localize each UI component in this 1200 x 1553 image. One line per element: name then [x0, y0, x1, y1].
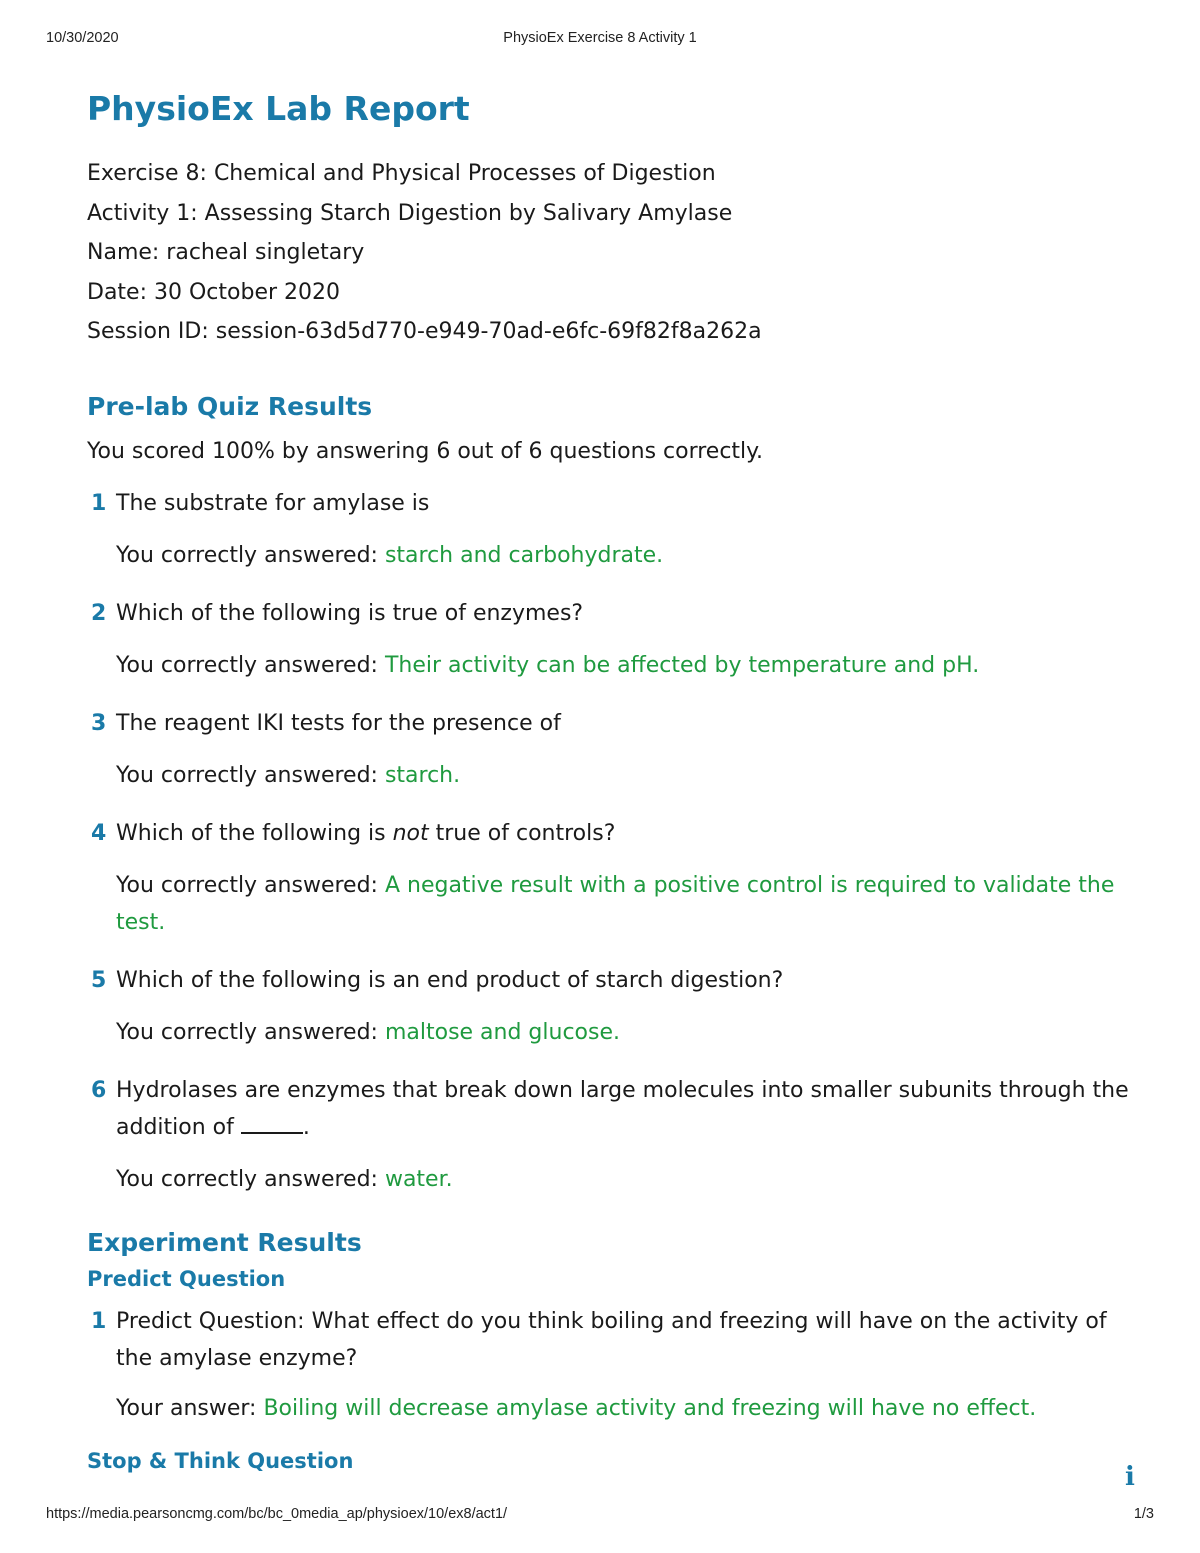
- quiz-answer: [87, 1014, 1137, 1051]
- report-date: Date: 30 October 2020: [87, 279, 340, 305]
- question-text: [116, 1078, 1129, 1140]
- question-text: Predict Question: What effect do you think boiling and freezing will have on the activity of the amylase enzyme?: [116, 1308, 1107, 1371]
- report-title: PhysioEx Lab Report: [87, 89, 470, 128]
- question-number: 3: [91, 710, 107, 736]
- answer-text: starch.: [384, 762, 461, 788]
- student-name: Name: racheal singletary: [87, 240, 365, 265]
- question-number: 2: [91, 600, 107, 626]
- experiment-heading: Experiment Results: [87, 1227, 362, 1257]
- question-number: 1: [91, 490, 107, 516]
- quiz-question: [87, 815, 1137, 852]
- quiz-question: [87, 1072, 1137, 1146]
- lab-report: [87, 84, 1137, 1473]
- answer-label: You correctly answered:: [116, 762, 385, 788]
- question-text: Which of the following is true of enzymes?: [116, 600, 584, 626]
- quiz-question: [87, 705, 1137, 742]
- question-number: 1: [91, 1308, 107, 1334]
- answer-label: You correctly answered:: [116, 872, 385, 898]
- question-text: [116, 821, 615, 846]
- answer-text: Their activity can be affected by temperature and pH.: [384, 652, 980, 678]
- report-meta: [87, 154, 1137, 352]
- predict-answer: [87, 1390, 1137, 1427]
- quiz-answer: [87, 867, 1137, 941]
- print-footer: [46, 1506, 1154, 1528]
- question-text-emphasis: not: [392, 820, 429, 846]
- stop-think-heading: Stop & Think Question: [87, 1448, 354, 1473]
- print-page-title: PhysioEx Exercise 8 Activity 1: [503, 30, 697, 46]
- print-date: 10/30/2020: [46, 30, 119, 46]
- answer-label: You correctly answered:: [116, 542, 385, 568]
- question-text: The substrate for amylase is: [116, 490, 430, 516]
- quiz-answer: [87, 647, 1137, 684]
- quiz-question: [87, 485, 1137, 522]
- session-id: Session ID: session-63d5d770-e949-70ad-e6fc-69f82f8a262a: [87, 319, 762, 344]
- answer-text: water.: [384, 1166, 453, 1192]
- question-text-start: Which of the following is: [116, 820, 393, 846]
- answer-label: You correctly answered:: [116, 1166, 385, 1192]
- quiz-score: You scored 100% by answering 6 out of 6 questions correctly.: [87, 438, 764, 464]
- activity-line: Activity 1: Assessing Starch Digestion by Salivary Amylase: [87, 200, 733, 226]
- question-text: Which of the following is an end product of starch digestion?: [116, 967, 784, 993]
- predict-question: [87, 1303, 1137, 1377]
- fill-in-blank: [241, 1114, 303, 1134]
- question-text-end: true of controls?: [428, 820, 616, 846]
- exercise-line: Exercise 8: Chemical and Physical Processes of Digestion: [87, 161, 716, 186]
- answer-label: You correctly answered:: [116, 652, 385, 678]
- answer-text: maltose and glucose.: [384, 1019, 621, 1045]
- question-number: 5: [91, 967, 107, 993]
- answer-text: A negative result with a positive control is required to validate the test.: [116, 872, 1115, 935]
- quiz-question: [87, 595, 1137, 632]
- info-icon[interactable]: i: [1125, 1462, 1135, 1492]
- predict-heading: Predict Question: [87, 1266, 286, 1291]
- quiz-question: [87, 962, 1137, 999]
- quiz-answer: [87, 1161, 1137, 1198]
- question-text-start: Hydrolases are enzymes that break down large molecules into smaller subunits through the addition of: [116, 1077, 1129, 1140]
- quiz-answer: [87, 757, 1137, 794]
- question-text: The reagent IKI tests for the presence of: [116, 710, 561, 736]
- question-number: 4: [91, 820, 107, 846]
- prelab-heading: Pre-lab Quiz Results: [87, 391, 373, 421]
- quiz-answer: [87, 537, 1137, 574]
- answer-text: Boiling will decrease amylase activity and freezing will have no effect.: [263, 1395, 1037, 1421]
- print-header: [46, 30, 1154, 52]
- question-number: 6: [91, 1077, 107, 1103]
- answer-label: Your answer:: [116, 1395, 264, 1421]
- question-text-end: .: [302, 1114, 310, 1140]
- page-number: 1/3: [1133, 1506, 1154, 1522]
- answer-label: You correctly answered:: [116, 1019, 385, 1045]
- answer-text: starch and carbohydrate.: [384, 542, 664, 568]
- page-url: https://media.pearsoncmg.com/bc/bc_0media_ap/physioex/10/ex8/act1/: [46, 1506, 508, 1522]
